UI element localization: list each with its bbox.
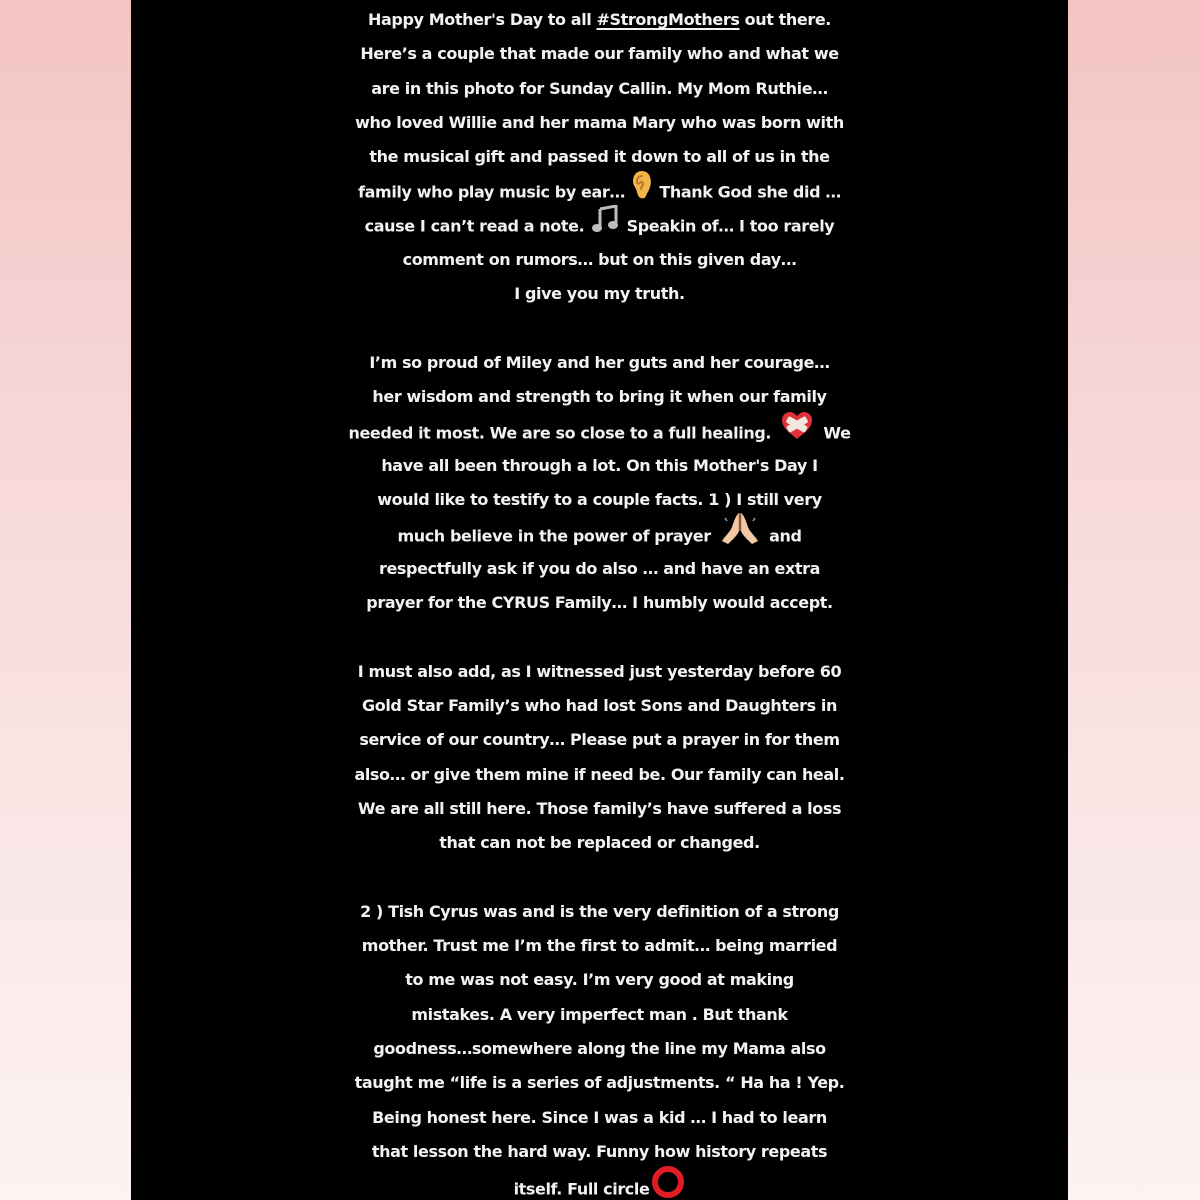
text-line: Gold Star Family’s who had lost Sons and Daughters in: [362, 695, 837, 715]
text-segment: Thank God she did …: [654, 183, 841, 203]
text-line: I must also add, as I witnessed just yesterday before 60: [357, 661, 842, 681]
hollow-circle-icon: [649, 1169, 685, 1200]
text-segment: out there.: [739, 10, 831, 29]
text-line: 2 ) Tish Cyrus was and is the very definition of a strong: [360, 901, 839, 921]
text-segment: needed it most. We are so close to a full healing.: [348, 423, 777, 443]
text-line: to me was not easy. I’m very good at making: [405, 970, 794, 990]
text-line: that can not be replaced or changed.: [439, 833, 760, 853]
text-line: also… or give them mine if need be. Our family can heal.: [354, 764, 845, 784]
text-line: mistakes. A very imperfect man . But thank: [411, 1004, 788, 1024]
text-line: the musical gift and passed it down to all of us in the: [369, 147, 830, 167]
text-line: are in this photo for Sunday Callin. My Mom Ruthie…: [371, 78, 828, 98]
text-line: that lesson the hard way. Funny how history repeats: [371, 1141, 828, 1161]
text-line: Here’s a couple that made our family who and what we: [360, 44, 839, 64]
text-line: who loved Willie and her mama Mary who was born with: [355, 112, 844, 132]
ear-icon: [630, 174, 654, 212]
text-line: comment on rumors… but on this given day…: [402, 250, 797, 270]
text-line: [131, 209, 1068, 243]
text-line: I give you my truth.: [514, 284, 685, 304]
text-segment: and: [763, 527, 802, 547]
text-segment: Happy Mother's Day to all: [368, 10, 597, 29]
text-line: [131, 174, 1068, 208]
text-line: respectfully ask if you do also … and have an extra: [378, 558, 821, 578]
text-line: [131, 415, 1068, 449]
story-panel: [131, 0, 1068, 1200]
text-line: [131, 3, 1068, 37]
text-segment: cause I can’t read a note.: [364, 216, 590, 236]
text-line: prayer for the CYRUS Family… I humbly would accept.: [366, 593, 833, 613]
story-text: [131, 3, 1068, 1200]
paragraph-gap: [131, 312, 1068, 346]
text-line: service of our country… Please put a prayer in for them: [359, 730, 840, 750]
text-line: [131, 1169, 1068, 1200]
text-line: mother. Trust me I’m the first to admit… being married: [361, 936, 838, 956]
text-segment: family who play music by ear…: [358, 183, 631, 203]
text-line: [131, 517, 1068, 551]
text-line: have all been through a lot. On this Mother's Day I: [381, 455, 818, 475]
text-line: Being honest here. Since I was a kid … I had to learn: [372, 1107, 827, 1127]
text-line: her wisdom and strength to bring it when our family: [372, 387, 827, 407]
paragraph-gap: [131, 860, 1068, 894]
paragraph-gap: [131, 620, 1068, 654]
text-line: would like to testify to a couple facts. 1 ) I still very: [377, 490, 822, 510]
hashtag-link[interactable]: #StrongMothers: [596, 10, 740, 29]
text-segment: itself. Full circle: [513, 1179, 650, 1199]
text-segment: We: [818, 423, 851, 443]
text-line: goodness…somewhere along the line my Mama also: [373, 1038, 826, 1058]
text-line: We are all still here. Those family’s have suffered a loss: [357, 798, 842, 818]
text-segment: Speakin of… I too rarely: [621, 216, 835, 236]
text-segment: much believe in the power of prayer: [397, 527, 716, 547]
text-line: taught me “life is a series of adjustments. “ Ha ha ! Yep.: [354, 1073, 845, 1093]
mending-heart-icon: [776, 415, 818, 453]
musical-note-icon: [589, 209, 621, 245]
text-line: I’m so proud of Miley and her guts and her courage…: [369, 352, 830, 372]
